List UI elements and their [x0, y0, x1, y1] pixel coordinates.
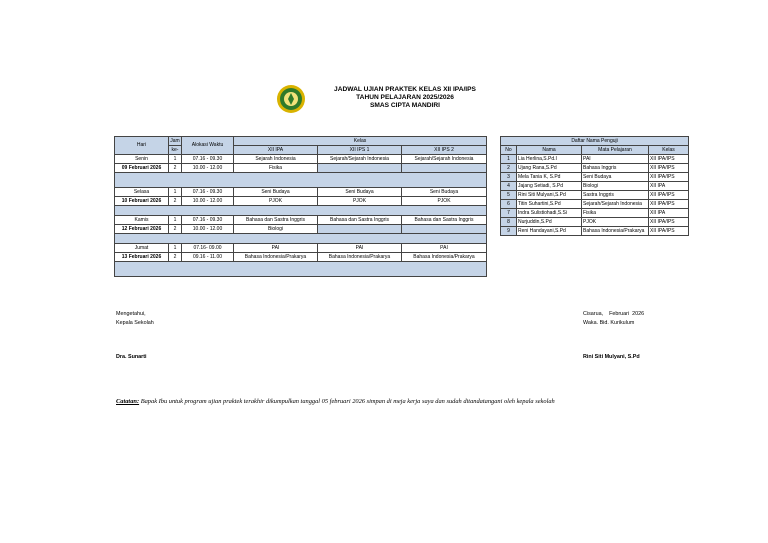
subject-cell: PJOK	[234, 197, 318, 206]
subject-cell: Bahasa dan Sastra Inggris	[234, 216, 318, 225]
kelas-cell: XII IPA/IPS	[649, 164, 689, 173]
col-kelas: Kelas	[649, 146, 689, 155]
examiner-row	[501, 209, 689, 218]
nama-cell: Indra Sulistiohadi,S.Si	[517, 209, 582, 218]
subject-cell: Bahasa Indonesia/Prakarya	[234, 253, 318, 262]
spacer-row	[115, 262, 487, 277]
examiner-row	[501, 227, 689, 236]
header-hari: Hari	[115, 137, 169, 155]
subject-cell: Bahasa Indonesia/Prakarya	[318, 253, 402, 262]
examiner-row	[501, 182, 689, 191]
col-no: No	[501, 146, 517, 155]
day-name: Jumat	[115, 244, 169, 253]
subject-cell: Bahasa Indonesia/Prakarya	[402, 253, 487, 262]
mapel-cell: PJOK	[582, 218, 649, 227]
subject-cell: Seni Budaya	[318, 188, 402, 197]
subject-cell: Seni Budaya	[402, 188, 487, 197]
subject-cell	[318, 164, 402, 173]
doc-title-line3: SMAS CIPTA MANDIRI	[370, 102, 440, 109]
nama-cell: Titin Suhartini,S.Pd	[517, 200, 582, 209]
table-row	[115, 244, 487, 253]
subject-cell	[402, 225, 487, 234]
examiner-row	[501, 200, 689, 209]
examiners-title: Daftar Nama Penguji	[501, 137, 689, 146]
subject-cell: Biologi	[234, 225, 318, 234]
subject-cell: PAI	[234, 244, 318, 253]
subject-cell: PJOK	[402, 197, 487, 206]
mapel-cell: Seni Budaya	[582, 173, 649, 182]
subject-cell: Fisika	[234, 164, 318, 173]
subject-cell: Sejarah/Sejarah Indonesia	[402, 155, 487, 164]
spacer-row	[115, 206, 487, 216]
kelas-cell: XII IPA/IPS	[649, 155, 689, 164]
subject-cell: PJOK	[318, 197, 402, 206]
kelas-cell: XII IPA	[649, 209, 689, 218]
kelas-cell: XII IPA/IPS	[649, 191, 689, 200]
col-nama: Nama	[517, 146, 582, 155]
day-date: 13 Februari 2026	[115, 253, 169, 262]
waktu-cell: 07.16 - 09.30	[182, 188, 234, 197]
no-cell: 7	[501, 209, 517, 218]
table-row	[115, 155, 487, 164]
waktu-cell: 07.16 - 09.30	[182, 155, 234, 164]
note	[116, 398, 555, 405]
subject-cell: Sejarah Indonesia	[234, 155, 318, 164]
no-cell: 4	[501, 182, 517, 191]
table-row	[115, 253, 487, 262]
jam-cell: 2	[169, 164, 182, 173]
nama-cell: Mela Tania K, S.Pd	[517, 173, 582, 182]
subject-cell: PAI	[402, 244, 487, 253]
no-cell: 6	[501, 200, 517, 209]
examiners-table	[500, 136, 689, 236]
table-row	[115, 225, 487, 234]
subject-cell: Sejarah/Sejarah Indonesia	[318, 155, 402, 164]
day-date: 12 Februari 2026	[115, 225, 169, 234]
sig-right-line1: Cisarua, Februari 2026	[583, 311, 645, 317]
no-cell: 8	[501, 218, 517, 227]
table-row	[115, 188, 487, 197]
no-cell: 1	[501, 155, 517, 164]
doc-title-line2: TAHUN PELAJARAN 2025/2026	[356, 94, 454, 101]
jam-cell: 2	[169, 225, 182, 234]
sig-left-line1: Mengetahui,	[116, 311, 146, 317]
waktu-cell: 10.00 - 12.00	[182, 197, 234, 206]
day-name: Kamis	[115, 216, 169, 225]
schedule-table	[114, 136, 487, 277]
jam-cell: 2	[169, 197, 182, 206]
sig-left-line2: Kepala Sekolah	[116, 320, 154, 326]
doc-title-line1: JADWAL UJIAN PRAKTEK KELAS XII IPA/IPS	[334, 86, 476, 93]
mapel-cell: Sejarah/Sejarah Indonesia	[582, 200, 649, 209]
subject-cell: Bahasa dan Sastra Inggris	[318, 216, 402, 225]
header-kelas: Kelas	[234, 137, 487, 146]
nama-cell: Reni Handayani,S.Pd	[517, 227, 582, 236]
examiner-row	[501, 218, 689, 227]
subject-cell	[318, 225, 402, 234]
waktu-cell: 10.00 - 12.00	[182, 225, 234, 234]
kelas-cell: XII IPA/IPS	[649, 218, 689, 227]
spacer-row	[115, 173, 487, 188]
col-mapel: Mata Pelajaran	[582, 146, 649, 155]
waktu-cell: 10.00 - 12.00	[182, 164, 234, 173]
nama-cell: Nurjuddin,S.Pd	[517, 218, 582, 227]
jam-cell: 1	[169, 244, 182, 253]
header-jam-ke: ke-	[169, 146, 182, 155]
header-alokasi: Alokasi Waktu	[182, 137, 234, 155]
spacer-row	[115, 234, 487, 244]
waktu-cell: 07.16- 09.00	[182, 244, 234, 253]
sig-right-line2: Wakа. Bid. Kurikulum	[583, 320, 635, 326]
sig-right-name: Rini Siti Mulyani, S.Pd	[583, 354, 640, 360]
day-name: Senin	[115, 155, 169, 164]
mapel-cell: Bahasa Indonesia/Prakarya	[582, 227, 649, 236]
waktu-cell: 09.16 - 11.00	[182, 253, 234, 262]
nama-cell: Jajang Setiadi, S.Pd	[517, 182, 582, 191]
kelas-cell: XII IPA/IPS	[649, 200, 689, 209]
nama-cell: Lia Herlina,S.Pd.I	[517, 155, 582, 164]
jam-cell: 2	[169, 253, 182, 262]
table-row	[115, 164, 487, 173]
subject-cell: PAI	[318, 244, 402, 253]
table-row	[115, 197, 487, 206]
table-row	[115, 216, 487, 225]
examiner-row	[501, 164, 689, 173]
mapel-cell: PAI	[582, 155, 649, 164]
examiner-row	[501, 191, 689, 200]
mapel-cell: Sastra Inggris	[582, 191, 649, 200]
header-jam: Jam	[170, 137, 180, 144]
jam-cell: 1	[169, 216, 182, 225]
sig-left-name: Dra. Sunarti	[116, 354, 147, 360]
note-text: Bapak Ibu untuk program ujian praktek terakhir dikumpulkan tanggal 05 februari 2026 simpan di meja kerja saya dan sudah ditandatangani oleh kepala sekolah	[140, 398, 555, 405]
no-cell: 2	[501, 164, 517, 173]
no-cell: 3	[501, 173, 517, 182]
mapel-cell: Bahasa Inggris	[582, 164, 649, 173]
header-xii-ipa: XII IPA	[234, 146, 318, 155]
examiner-row	[501, 173, 689, 182]
subject-cell	[402, 164, 487, 173]
subject-cell: Seni Budaya	[234, 188, 318, 197]
waktu-cell: 07.16 - 09.30	[182, 216, 234, 225]
header-xii-ips1: XII IPS 1	[318, 146, 402, 155]
mapel-cell: Biologi	[582, 182, 649, 191]
mapel-cell: Fisika	[582, 209, 649, 218]
jam-cell: 1	[169, 188, 182, 197]
nama-cell: Ujang Rana,S.Pd	[517, 164, 582, 173]
day-date: 09 Februari 2026	[115, 164, 169, 173]
kelas-cell: XII IPA	[649, 182, 689, 191]
no-cell: 9	[501, 227, 517, 236]
day-name: Selasa	[115, 188, 169, 197]
subject-cell: Bahasa dan Sastra Inggris	[402, 216, 487, 225]
header-xii-ips2: XII IPS 2	[402, 146, 487, 155]
kelas-cell: XII IPA/IPS	[649, 173, 689, 182]
jam-cell: 1	[169, 155, 182, 164]
nama-cell: Rini Siti Mulyani,S.Pd	[517, 191, 582, 200]
day-date: 10 Februari 2026	[115, 197, 169, 206]
note-label: Catatan:	[116, 398, 140, 405]
examiner-row	[501, 155, 689, 164]
no-cell: 5	[501, 191, 517, 200]
kelas-cell: XII IPA/IPS	[649, 227, 689, 236]
